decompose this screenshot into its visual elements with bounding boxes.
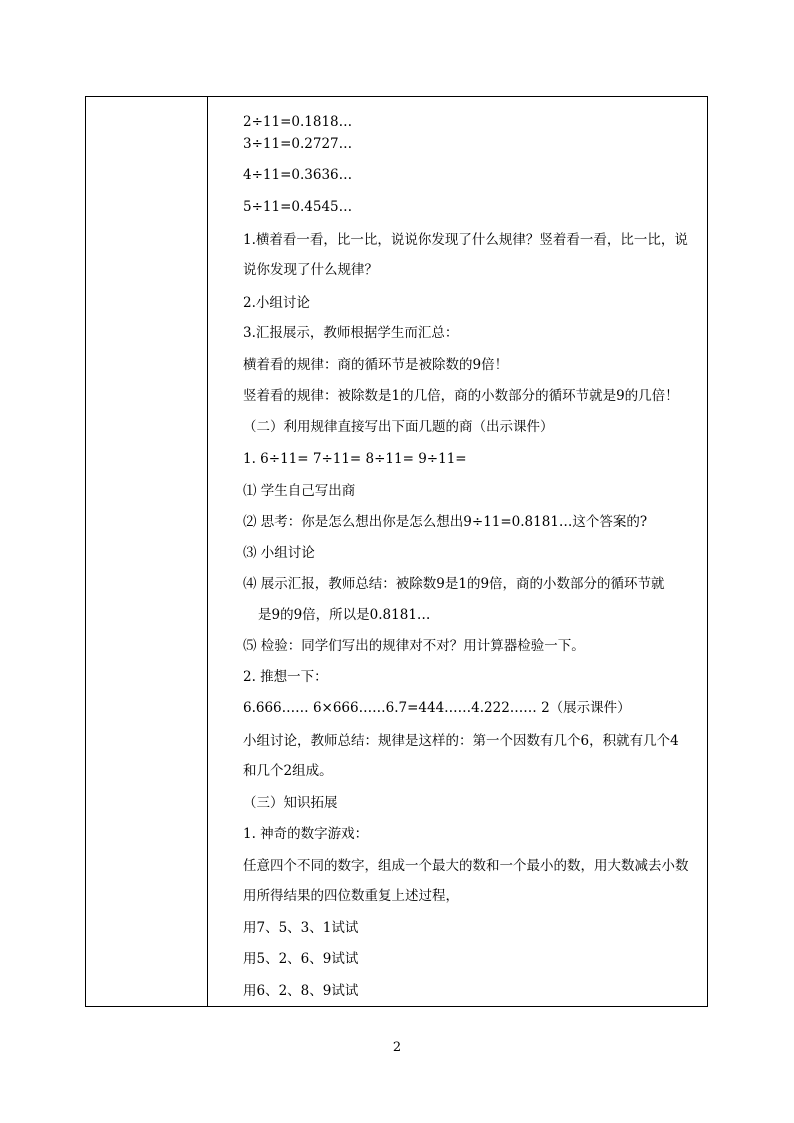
text-line: 小组讨论，教师总结：规律是这样的：第一个因数有几个6，积就有几个4 bbox=[243, 733, 679, 749]
text-line: 1. 神奇的数字游戏： bbox=[243, 826, 369, 842]
text-line: 2÷11=0.1818… bbox=[243, 114, 353, 130]
text-line: 用6、2、8、9试试 bbox=[243, 983, 359, 999]
text-line: 1. 6÷11= 7÷11= 8÷11= 9÷11= bbox=[243, 451, 467, 467]
text-line: 竖着看的规律：被除数是1的几倍，商的小数部分的循环节就是9的几倍！ bbox=[243, 388, 679, 404]
text-line: 是9的9倍，所以是0.8181… bbox=[258, 607, 431, 623]
text-line: 说你发现了什么规律？ bbox=[243, 262, 378, 278]
text-line: 任意四个不同的数字，组成一个最大的数和一个最小的数，用大数减去小数 bbox=[243, 858, 689, 874]
text-line: ⑴ 学生自己写出商 bbox=[243, 483, 356, 499]
text-line: 用7、5、3、1试试 bbox=[243, 920, 359, 936]
text-line: 用5、2、6、9试试 bbox=[243, 951, 359, 967]
text-line: 3.汇报展示，教师根据学生而汇总： bbox=[243, 325, 459, 341]
text-line: 2.小组讨论 bbox=[243, 295, 310, 311]
text-line: 4÷11=0.3636… bbox=[243, 167, 353, 183]
text-line: 5÷11=0.4545… bbox=[243, 199, 353, 215]
text-line: 和几个2组成。 bbox=[243, 763, 333, 779]
text-line: 6.666…… 6×666……6.7=444……4.222…… 2（展示课件） bbox=[243, 700, 631, 716]
section-heading: （二）利用规律直接写出下面几题的商（出示课件） bbox=[243, 419, 554, 435]
section-heading: （三）知识拓展 bbox=[243, 795, 338, 811]
page-number: 2 bbox=[392, 1040, 402, 1055]
text-line: 横着看的规律：商的循环节是被除数的9倍！ bbox=[243, 357, 509, 373]
text-line: 用所得结果的四位数重复上述过程， bbox=[243, 888, 459, 904]
text-line: 2. 推想一下： bbox=[243, 669, 328, 685]
text-line: ⑵ 思考：你是怎么想出你是怎么想出9÷11=0.8181…这个答案的? bbox=[243, 514, 648, 530]
table-column-divider bbox=[207, 97, 208, 1006]
text-line: ⑷ 展示汇报，教师总结：被除数9是1的9倍，商的小数部分的循环节就 bbox=[243, 576, 665, 592]
text-line: 3÷11=0.2727… bbox=[243, 136, 353, 152]
text-line: 1.横着看一看，比一比，说说你发现了什么规律？竖着看一看，比一比，说 bbox=[243, 232, 688, 248]
text-line: ⑶ 小组讨论 bbox=[243, 545, 315, 561]
text-line: ⑸ 检验：同学们写出的规律对不对？用计算器检验一下。 bbox=[243, 638, 585, 654]
